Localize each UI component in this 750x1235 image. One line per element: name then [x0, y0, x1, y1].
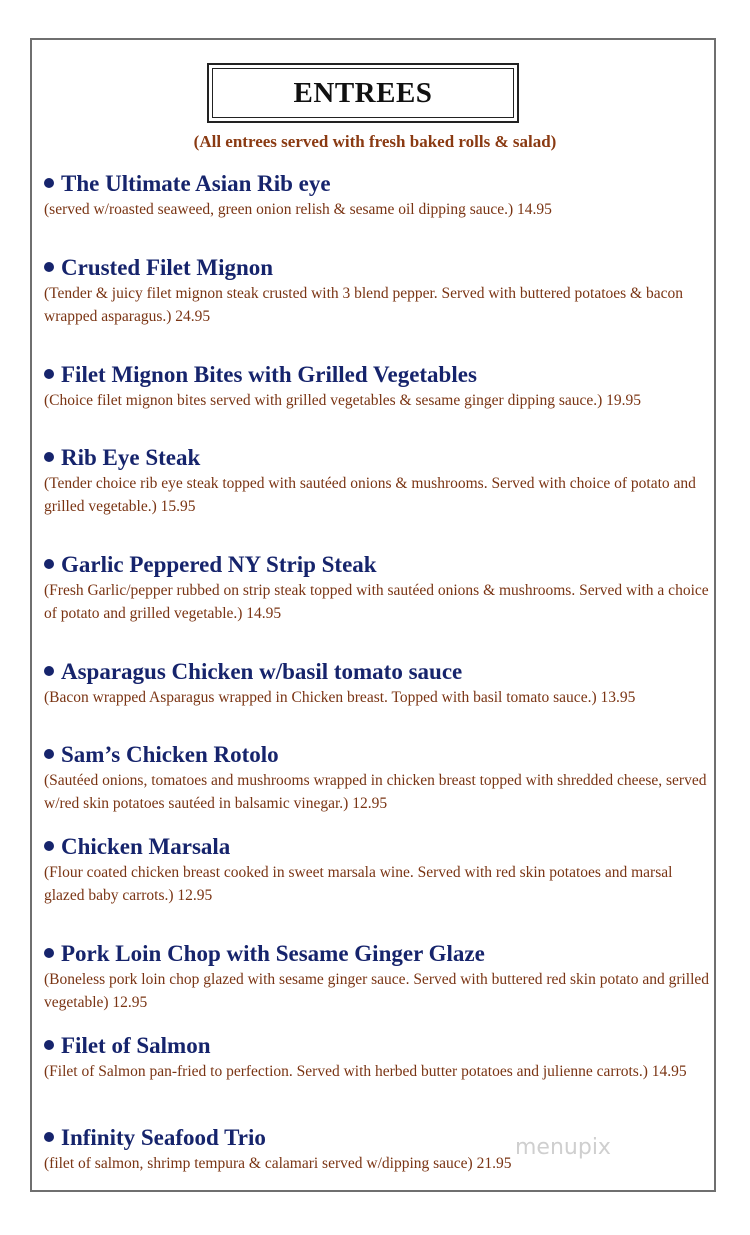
- page-title: ENTREES: [293, 76, 433, 109]
- menu-item: [44, 741, 714, 815]
- menu-item-description: (Choice filet mignon bites served with grilled vegetables & sesame ginger dipping sauce.) 19.95: [44, 392, 642, 409]
- menu-item-title: [44, 833, 714, 861]
- menupix-watermark: menupix: [515, 1135, 611, 1160]
- bullet-icon: [44, 749, 54, 759]
- menu-item: [44, 551, 714, 625]
- menu-item-name: Filet of Salmon: [61, 1033, 211, 1058]
- menu-item-title: [44, 1124, 714, 1152]
- menu-item-description: (filet of salmon, shrimp tempura & calamari served w/dipping sauce) 21.95: [44, 1155, 512, 1172]
- bullet-icon: [44, 559, 54, 569]
- menu-item-description: (served w/roasted seaweed, green onion relish & sesame oil dipping sauce.) 14.95: [44, 201, 552, 218]
- bullet-icon: [44, 262, 54, 272]
- title-inner-border: [212, 68, 514, 118]
- menu-item-name: Crusted Filet Mignon: [61, 255, 274, 280]
- menu-item-description: (Tender & juicy filet mignon steak crusted with 3 blend pepper. Served with buttered potatoes & bacon wrapped asparagus.) 24.95: [44, 285, 683, 325]
- menu-item-title: [44, 170, 714, 198]
- menu-subtitle: (All entrees served with fresh baked rolls & salad): [193, 132, 557, 151]
- bullet-icon: [44, 452, 54, 462]
- bullet-icon: [44, 178, 54, 188]
- bullet-icon: [44, 948, 54, 958]
- menu-item-name: Rib Eye Steak: [61, 445, 201, 470]
- menu-item: [44, 170, 714, 221]
- menu-item-name: The Ultimate Asian Rib eye: [61, 171, 331, 196]
- menu-item-name: Sam’s Chicken Rotolo: [61, 742, 279, 767]
- menu-item: [44, 833, 714, 907]
- menu-item-title: [44, 1032, 714, 1060]
- bullet-icon: [44, 1132, 54, 1142]
- title-box: [207, 63, 519, 123]
- menu-item-name: Garlic Peppered NY Strip Steak: [61, 552, 377, 577]
- menu-item-name: Pork Loin Chop with Sesame Ginger Glaze: [61, 941, 485, 966]
- menu-item-description: (Sautéed onions, tomatoes and mushrooms wrapped in chicken breast topped with shredded cheese, served w/red skin potatoes sautéed in balsamic vinegar.) 12.95: [44, 772, 707, 812]
- menu-item: [44, 1124, 714, 1175]
- menu-item-title: [44, 551, 714, 579]
- menu-item-name: Chicken Marsala: [61, 834, 231, 859]
- menu-item: [44, 444, 714, 518]
- bullet-icon: [44, 369, 54, 379]
- menu-item-title: [44, 741, 714, 769]
- menu-item-name: Asparagus Chicken w/basil tomato sauce: [61, 659, 463, 684]
- menu-item-description: (Filet of Salmon pan-fried to perfection. Served with herbed butter potatoes and julienne carrots.) 14.95: [44, 1063, 687, 1080]
- menu-item-title: [44, 444, 714, 472]
- menu-item-title: [44, 658, 714, 686]
- menu-item: [44, 254, 714, 328]
- menu-item-description: (Flour coated chicken breast cooked in sweet marsala wine. Served with red skin potatoes and marsal glazed baby carrots.) 12.95: [44, 864, 673, 904]
- menu-item: [44, 658, 714, 709]
- menu-item-description: (Tender choice rib eye steak topped with sautéed onions & mushrooms. Served with choice of potato and grilled vegetable.) 15.95: [44, 475, 696, 515]
- menu-item-description: (Boneless pork loin chop glazed with sesame ginger sauce. Served with buttered red skin potato and grilled vegetable) 12.95: [44, 971, 710, 1011]
- menu-item-name: Filet Mignon Bites with Grilled Vegetables: [61, 362, 477, 387]
- bullet-icon: [44, 841, 54, 851]
- menu-item-description: (Fresh Garlic/pepper rubbed on strip steak topped with sautéed onions & mushrooms. Served with a choice of potato and grilled vegetable.) 14.95: [44, 582, 709, 622]
- bullet-icon: [44, 1040, 54, 1050]
- menu-item-title: [44, 940, 714, 968]
- menu-item: [44, 361, 714, 412]
- menu-item-title: [44, 361, 714, 389]
- menu-item-title: [44, 254, 714, 282]
- menu-item-name: Infinity Seafood Trio: [61, 1125, 266, 1150]
- menu-item-description: (Bacon wrapped Asparagus wrapped in Chicken breast. Topped with basil tomato sauce.) 13.95: [44, 689, 636, 706]
- menu-item: [44, 940, 714, 1014]
- menu-item: [44, 1032, 714, 1083]
- bullet-icon: [44, 666, 54, 676]
